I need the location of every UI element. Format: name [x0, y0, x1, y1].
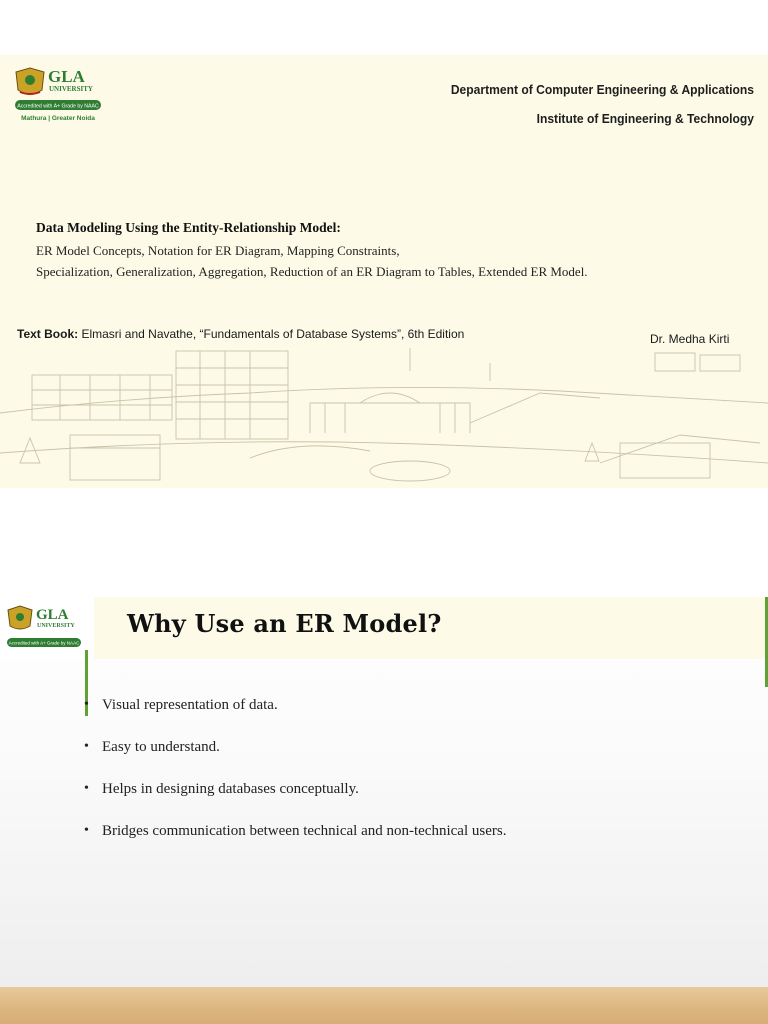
- topic-line-1: ER Model Concepts, Notation for ER Diagram, Mapping Constraints,: [36, 243, 400, 258]
- bullet-list: [84, 697, 506, 865]
- textbook-value: Elmasri and Navathe, “Fundamentals of Database Systems”, 6th Edition: [81, 327, 465, 341]
- bullet-icon: •: [84, 781, 89, 796]
- logo-accreditation: Accredited with A+ Grade by NAAC: [17, 103, 99, 110]
- bullet-icon: •: [84, 739, 89, 754]
- logo-accreditation: Accredited with A+ Grade by NAAC: [8, 640, 80, 646]
- department-block: [451, 75, 754, 133]
- title-slide: [0, 55, 768, 488]
- logo-sub: UNIVERSITY: [37, 623, 75, 629]
- content-slide: [0, 597, 768, 1024]
- logo-box: [0, 597, 88, 659]
- gla-university-logo-small: [5, 604, 83, 654]
- list-item-text: Helps in designing databases conceptually.: [102, 781, 359, 797]
- textbook-reference: [17, 327, 464, 341]
- topic-title: Data Modeling Using the Entity-Relationship Model:: [36, 220, 341, 235]
- logo-campus: Mathura | Greater Noida: [21, 115, 95, 122]
- department-name: Department of Computer Engineering & Applications: [450, 82, 754, 97]
- list-item-text: Bridges communication between technical and non-technical users.: [102, 823, 507, 839]
- logo-name: GLA: [48, 67, 85, 86]
- list-item: [84, 697, 506, 739]
- list-item: [84, 781, 506, 823]
- emblem-icon: [8, 606, 32, 629]
- author-name: Dr. Medha Kirti: [650, 332, 730, 346]
- emblem-icon: [16, 68, 44, 94]
- gla-university-logo: [12, 66, 104, 128]
- logo-name: GLA: [36, 607, 69, 623]
- topic-line-2: Specialization, Generalization, Aggregation, Reduction of an ER Diagram to Tables, Extended ER Model.: [36, 264, 588, 279]
- wooden-floor-background: [0, 987, 768, 1024]
- logo-sub: UNIVERSITY: [49, 85, 93, 93]
- list-item: [84, 823, 506, 865]
- slide-title: Why Use an ER Model?: [127, 609, 442, 638]
- list-item: [84, 739, 506, 781]
- list-item-text: Easy to understand.: [102, 739, 220, 755]
- textbook-label: Text Book:: [17, 327, 79, 341]
- institute-name: Institute of Engineering & Technology: [536, 111, 754, 126]
- bullet-icon: •: [84, 823, 89, 838]
- list-item-text: Visual representation of data.: [102, 697, 278, 713]
- campus-sketch-illustration: [0, 343, 768, 488]
- bullet-icon: •: [84, 697, 89, 712]
